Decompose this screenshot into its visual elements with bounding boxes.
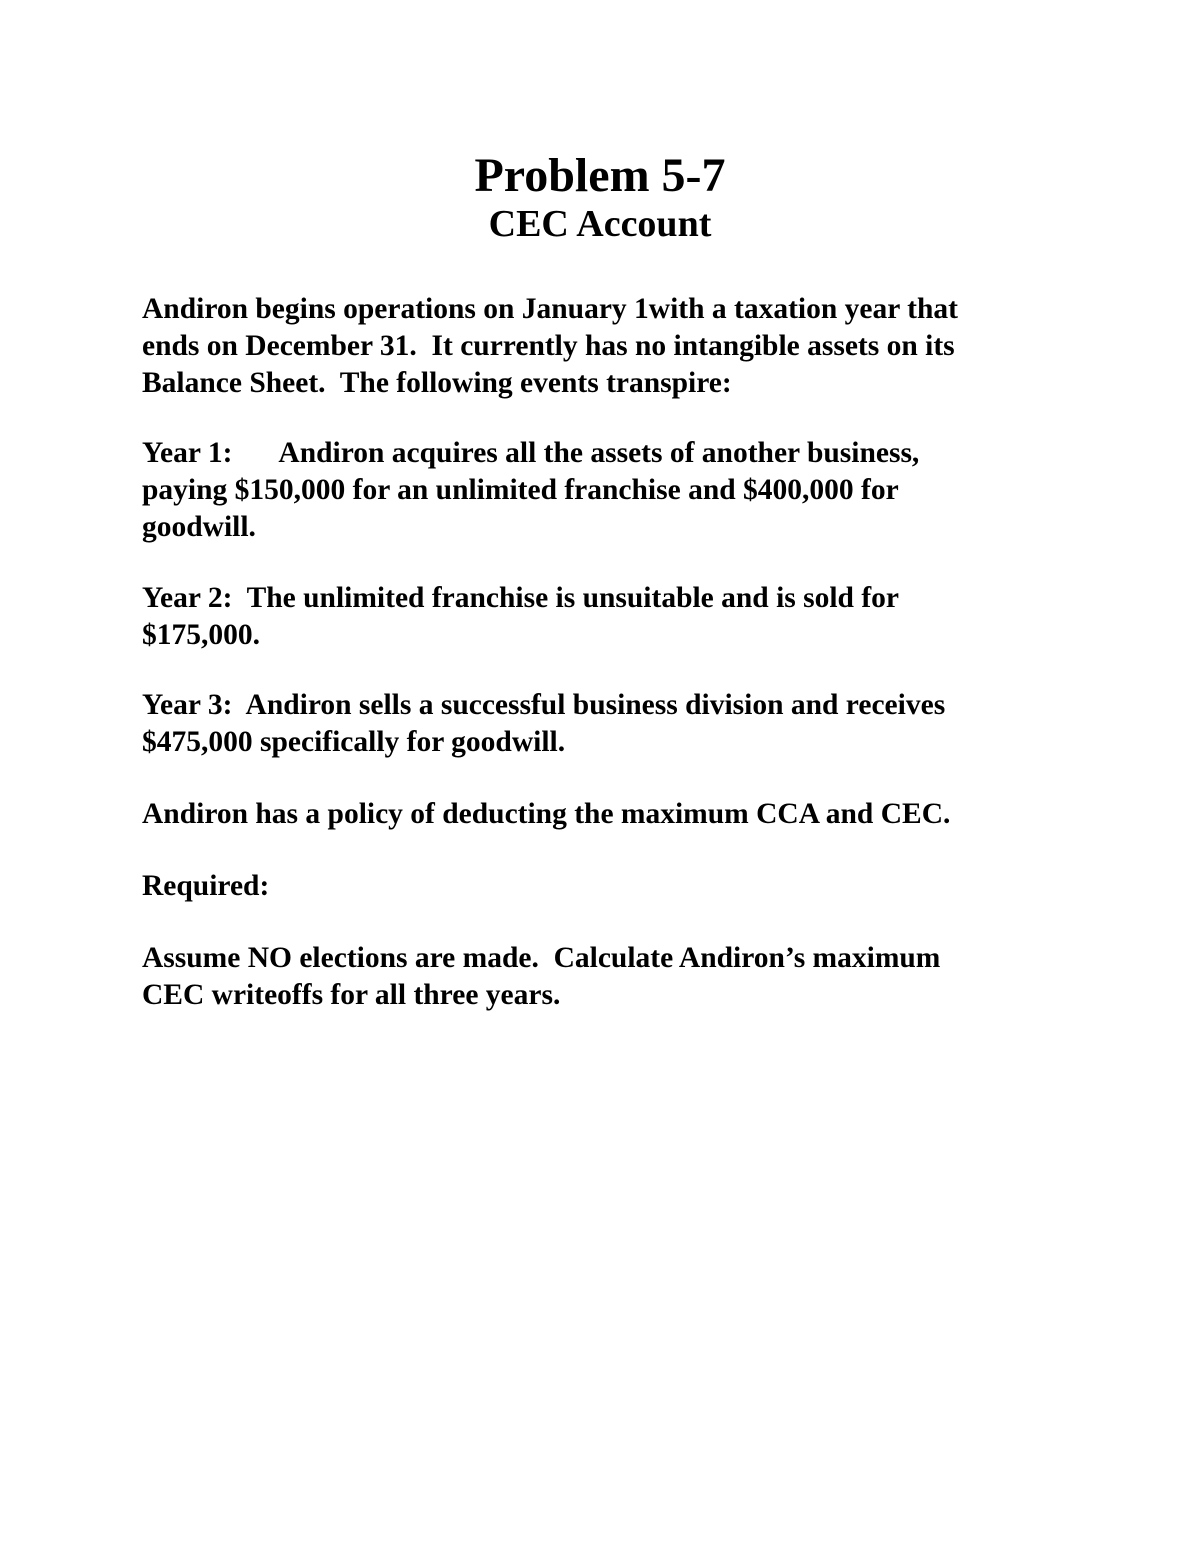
policy-paragraph [142,796,1042,833]
year1-line: goodwill. [142,511,256,543]
year2-line: Year 2: The unlimited franchise is unsuitable and is sold for [142,582,900,614]
intro-line: ends on December 31. It currently has no intangible assets on its [142,330,955,362]
question-paragraph [142,940,1042,1014]
page-subtitle: CEC Account [488,203,712,245]
intro-line: Balance Sheet. The following events transpire: [142,367,732,399]
intro-paragraph [142,291,1042,402]
year1-label: Year 1: [142,437,233,469]
required-heading [142,868,1042,905]
year2-paragraph [142,580,1042,654]
year3-line: Year 3: Andiron sells a successful business division and receives [142,689,946,721]
intro-line: Andiron begins operations on January 1with a taxation year that [142,293,958,325]
year2-line: $175,000. [142,619,260,651]
question-line: Assume NO elections are made. Calculate Andiron’s maximum [142,942,941,974]
policy-line: Andiron has a policy of deducting the maximum CCA and CEC. [142,798,951,830]
year1-first-line [142,435,1042,472]
required-label: Required: [142,870,270,902]
page-title: Problem 5-7 [474,149,726,202]
year1-paragraph [142,435,1042,546]
year1-line: paying $150,000 for an unlimited franchise and $400,000 for [142,474,899,506]
question-line: CEC writeoffs for all three years. [142,979,561,1011]
year3-paragraph [142,687,1042,761]
year1-text: Andiron acquires all the assets of another business, [278,437,920,469]
year3-line: $475,000 specifically for goodwill. [142,726,566,758]
